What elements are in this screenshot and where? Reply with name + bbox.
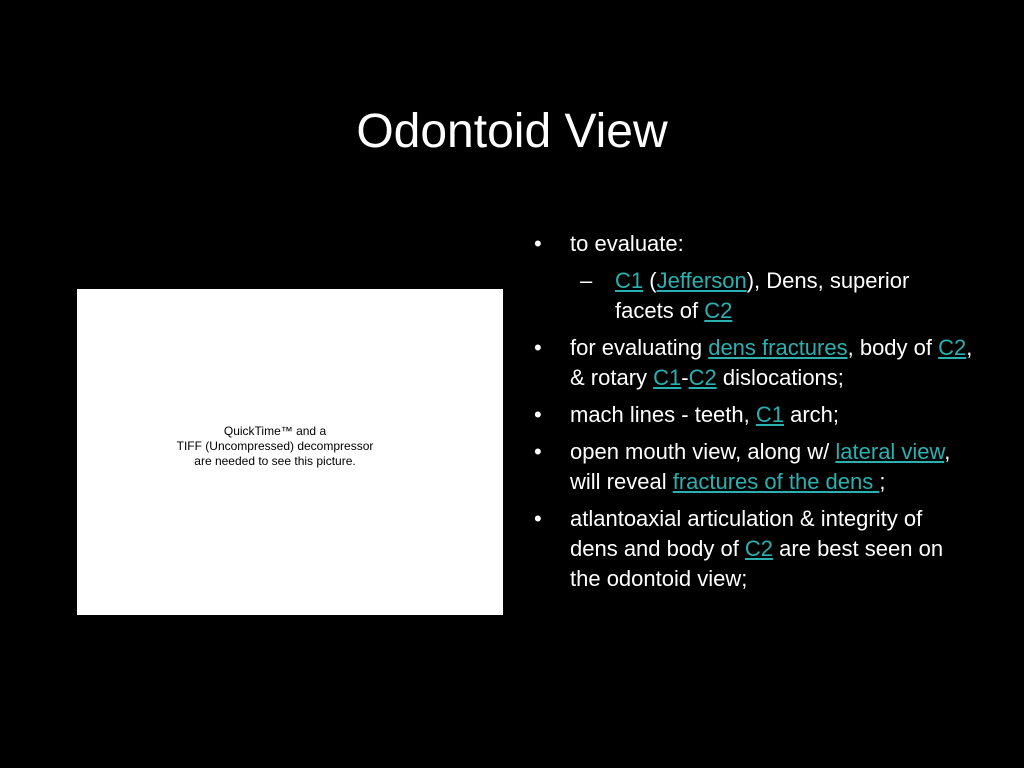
picture-placeholder-text	[77, 424, 473, 469]
placeholder-line-1: QuickTime™ and a	[223, 424, 327, 438]
bullet-item-atlantoaxial	[534, 504, 974, 594]
bullet-dot-icon: •	[534, 506, 542, 531]
picture-placeholder	[77, 289, 503, 615]
sub-text: ), Dens, superior facets of	[615, 268, 910, 323]
bullet-dot-icon: •	[534, 335, 542, 360]
bullet-text: , & rotary	[570, 335, 973, 390]
bullet-item-evaluate	[534, 229, 974, 259]
link-c2[interactable]: C2	[938, 335, 967, 360]
sub-item-c1-jefferson	[534, 266, 974, 326]
link-c2[interactable]: C2	[704, 298, 733, 323]
slide-title: Odontoid View	[356, 105, 668, 158]
bullet-text: arch;	[784, 402, 840, 427]
placeholder-line-2: TIFF (Uncompressed) decompressor	[176, 439, 374, 453]
bullet-text: for evaluating	[570, 335, 709, 360]
link-c1[interactable]: C1	[653, 365, 682, 390]
link-c1[interactable]: C1	[615, 268, 644, 293]
bullet-text: atlantoaxial articulation & integrity of dens and body of	[570, 506, 923, 561]
link-jefferson[interactable]: Jefferson	[656, 268, 747, 293]
dash-icon: –	[580, 268, 593, 293]
bullet-item-dens-fractures	[534, 333, 974, 393]
bullet-dot-icon: •	[534, 402, 542, 427]
bullet-dot-icon: •	[534, 231, 542, 256]
bullet-text: are best seen on the odontoid view;	[570, 536, 944, 591]
link-fractures-of-the-dens[interactable]: fractures of the dens	[672, 469, 880, 494]
bullet-text: , body of	[847, 335, 939, 360]
link-dens-fractures[interactable]: dens fractures	[708, 335, 848, 360]
bullet-text: ;	[879, 469, 886, 494]
bullet-text: -	[681, 365, 689, 390]
bullet-text: mach lines - teeth,	[570, 402, 756, 427]
bullet-item-mach-lines	[534, 400, 974, 430]
placeholder-line-3: are needed to see this picture.	[194, 454, 356, 468]
link-lateral-view[interactable]: lateral view	[835, 439, 945, 464]
link-c2[interactable]: C2	[744, 536, 774, 561]
bullet-text: dislocations;	[716, 365, 844, 390]
bullet-text: , will reveal	[570, 439, 951, 494]
bullet-item-open-mouth	[534, 437, 974, 497]
bullet-list	[534, 229, 974, 601]
bullet-text: open mouth view, along w/	[570, 439, 836, 464]
link-c2[interactable]: C2	[688, 365, 717, 390]
bullet-dot-icon: •	[534, 439, 542, 464]
bullet-text: to evaluate:	[570, 231, 684, 256]
link-c1[interactable]: C1	[755, 402, 784, 427]
sub-text-paren: (	[643, 268, 657, 293]
